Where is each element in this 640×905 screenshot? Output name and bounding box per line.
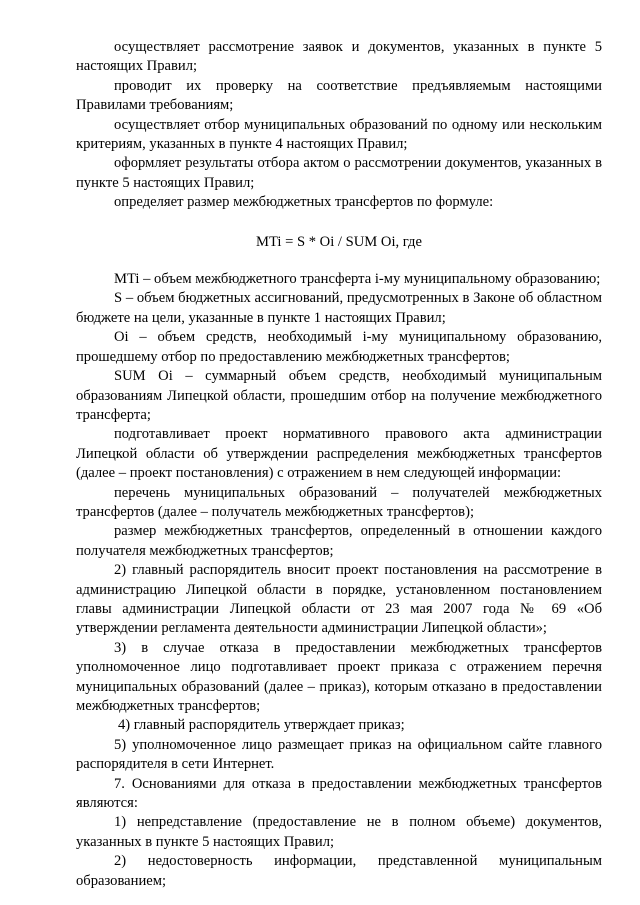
- paragraph: Oi – объем средств, необходимый i-му муниципальному образованию, прошедшему отбор по предоставлению межбюджетных трансфертов;: [76, 329, 602, 365]
- paragraph: осуществляет отбор муниципальных образований по одному или нескольким критериям, указанных в пункте 4 настоящих Правил;: [76, 116, 602, 153]
- paragraph: определяет размер межбюджетных трансфертов по формуле:: [114, 194, 494, 211]
- paragraph: 5) уполномоченное лицо размещает приказ на официальном сайте главного распорядителя в сети Интернет.: [76, 736, 602, 773]
- paragraph: оформляет результаты отбора актом о рассмотрении документов, указанных в пункте 5 настоящих Правил;: [76, 155, 602, 191]
- paragraph: S – объем бюджетных ассигнований, предусмотренных в Законе об областном бюджете на цели, указанные в пункте 1 настоящих Правил;: [76, 290, 602, 326]
- paragraph: проводит их проверку на соответствие предъявляемым настоящими Правилами требованиям;: [76, 77, 602, 114]
- paragraph: 2) главный распорядитель вносит проект постановления на рассмотрение в администрацию Липецкой области в порядке, установленном постановлением главы администрации Липецкой области от 23 мая 2007 года № 69 «Об утверждении регламента деятельности администрации Липецкой области»;: [76, 562, 602, 637]
- paragraph: MTi – объем межбюджетного трансферта i-му муниципальному образованию;: [114, 271, 601, 288]
- paragraph: 7. Основаниями для отказа в предоставлении межбюджетных трансфертов являются:: [76, 775, 602, 812]
- paragraph: перечень муниципальных образований – получателей межбюджетных трансфертов (далее – получатель межбюджетных трансфертов);: [76, 484, 602, 520]
- paragraph: 2) недостоверность информации, представленной муниципальным образованием;: [76, 853, 602, 889]
- paragraph: SUM Oi – суммарный объем средств, необходимый муниципальным образованиям Липецкой области, прошедшим отбор на получение межбюджетного трансферта;: [76, 368, 602, 423]
- paragraph: 1) непредставление (предоставление не в полном объеме) документов, указанных в пункте 5 настоящих Правил;: [76, 814, 602, 850]
- paragraph: 3) в случае отказа в предоставлении межбюджетных трансфертов уполномоченное лицо подготавливает проект приказа с отражением перечня муниципальных образований (далее – приказ), которым отказано в предоставлении межбюджетных трансфертов;: [76, 639, 602, 714]
- paragraph: подготавливает проект нормативного правового акта администрации Липецкой области об утверждении распределения межбюджетных трансфертов (далее – проект постановления) с отражением в нем следующей информации:: [76, 426, 602, 482]
- formula: MTi = S * Oi / SUM Oi, где: [256, 233, 422, 250]
- paragraph: осуществляет рассмотрение заявок и документов, указанных в пункте 5 настоящих Правил;: [76, 39, 602, 75]
- document-page: [76, 38, 602, 891]
- paragraph: размер межбюджетных трансфертов, определенный в отношении каждого получателя межбюджетных трансфертов;: [76, 523, 602, 559]
- paragraph: 4) главный распорядитель утверждает приказ;: [118, 717, 405, 734]
